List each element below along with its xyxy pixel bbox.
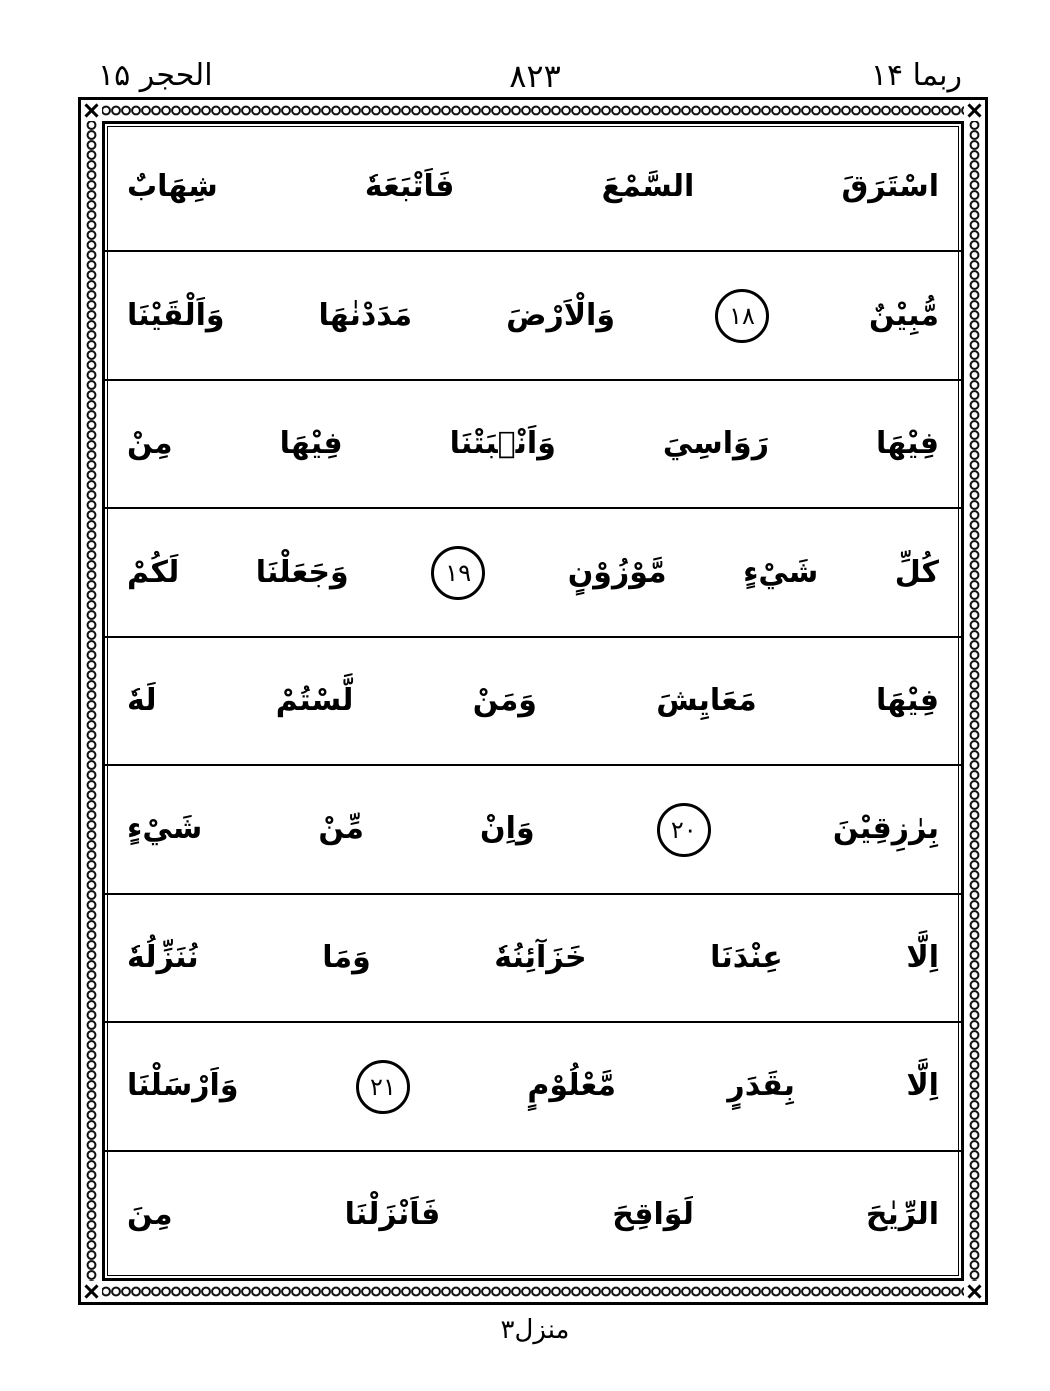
- quran-line-6: [105, 766, 961, 894]
- line-text: [127, 256, 939, 376]
- ayah-text: الرِّيٰحَ لَوَاقِحَ فَاَنْزَلْنَا مِنَ: [127, 1196, 939, 1232]
- manzil-label: منزل۳: [500, 1315, 570, 1345]
- quran-line-4: [105, 509, 961, 637]
- ayah-text: وَاَرْسَلْنَا: [127, 1068, 239, 1104]
- ayah-end-marker: ۲۱: [356, 1060, 410, 1114]
- ayah-text: وَجَعَلْنَا لَكُمْ: [127, 554, 349, 590]
- line-text: [127, 513, 939, 633]
- ayah-text: فِيْهَا رَوَاسِيَ وَاَنْۢبَتْنَا فِيْهَا مِنْ: [127, 426, 939, 462]
- chain-border-bottom: [81, 1281, 985, 1302]
- ayah-text: فِيْهَا مَعَايِشَ وَمَنْ لَّسْتُمْ لَهٗ: [127, 682, 939, 718]
- line-text: [127, 769, 939, 889]
- chain-border-top: [81, 100, 985, 121]
- corner-ornament: [81, 100, 102, 121]
- line-text: [127, 1026, 939, 1146]
- quran-line-2: [105, 252, 961, 380]
- ayah-text: بِرٰزِقِيْنَ: [832, 811, 939, 847]
- quran-line-1: [105, 124, 961, 252]
- quran-line-8: [105, 1023, 961, 1151]
- line-text: [127, 127, 939, 247]
- quran-line-7: [105, 895, 961, 1023]
- ayah-text: وَالْاَرْضَ مَدَدْنٰهَا وَاَلْقَيْنَا: [127, 297, 615, 333]
- quran-line-3: [105, 381, 961, 509]
- ayah-text: وَاِنْ مِّنْ شَيْءٍ: [127, 811, 535, 847]
- line-text: [127, 1155, 939, 1275]
- ayah-text: اِلَّا بِقَدَرٍ مَّعْلُوْمٍ: [527, 1068, 939, 1104]
- chain-border-left: [81, 100, 102, 1302]
- page-border: [78, 97, 988, 1305]
- ayah-text: كُلِّ شَيْءٍ مَّوْزُوْنٍ: [567, 554, 939, 590]
- line-text: [127, 641, 939, 761]
- line-text: [127, 898, 939, 1018]
- page-number: ۸۲۳: [509, 57, 561, 95]
- ayah-end-marker: ۱۸: [715, 289, 769, 343]
- quran-line-9: [105, 1152, 961, 1278]
- chain-border-right: [964, 100, 985, 1302]
- line-text: [127, 384, 939, 504]
- corner-ornament: [964, 1281, 985, 1302]
- verse-text-box: [102, 121, 964, 1281]
- quran-line-5: [105, 638, 961, 766]
- ayah-text: اِلَّا عِنْدَنَا خَزَآئِنُهٗ وَمَا نُنَزِّلُهٗ: [127, 939, 939, 975]
- ayah-text: مُّبِيْنٌ: [868, 297, 939, 333]
- juz-label: ربما ۱۴: [870, 58, 962, 93]
- ayah-text: اسْتَرَقَ السَّمْعَ فَاَتْبَعَهٗ شِهَابٌ: [127, 169, 939, 205]
- ayah-end-marker: ۱۹: [431, 546, 485, 600]
- surah-label: الحجر ۱۵: [98, 58, 213, 93]
- corner-ornament: [81, 1281, 102, 1302]
- corner-ornament: [964, 100, 985, 121]
- ayah-end-marker: ۲۰: [657, 803, 711, 857]
